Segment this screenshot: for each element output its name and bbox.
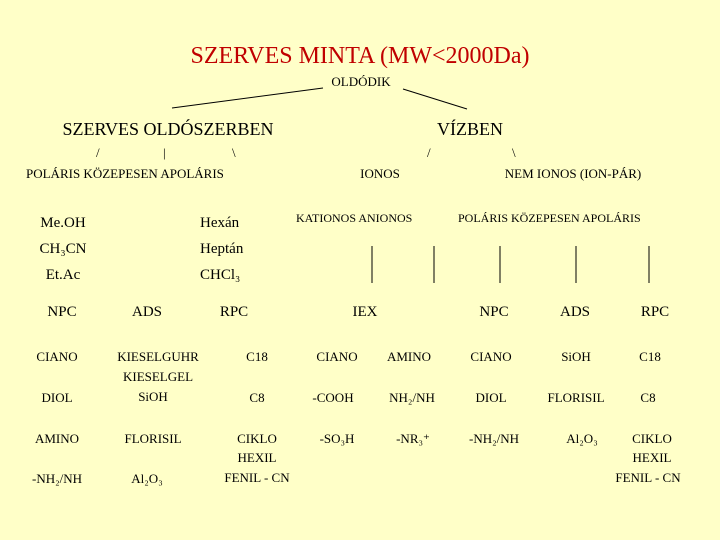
- method-rpc-water: RPC: [640, 304, 670, 320]
- nonionic-types-label: POLÁRIS KÖZEPESEN APOLÁRIS: [458, 211, 641, 225]
- list-item: C18: [246, 349, 268, 364]
- list-item: CIANO: [316, 349, 358, 364]
- apolar-solvent-list: [200, 210, 243, 288]
- list-item: Al₂O₃: [566, 431, 598, 446]
- ionic-label: IONOS: [360, 166, 400, 181]
- list-item: -NR₃⁺: [396, 431, 430, 446]
- list-item: KIESELGUHR: [117, 349, 199, 364]
- slash-water-left: /: [427, 145, 431, 160]
- method-rpc: RPC: [219, 304, 249, 320]
- list-item: FLORISIL: [124, 431, 182, 446]
- list-item: CIKLO: [237, 431, 277, 446]
- slash-right: \: [232, 145, 236, 160]
- list-item: C8: [640, 390, 656, 405]
- method-ads-water: ADS: [559, 304, 591, 320]
- list-item: DIOL: [41, 390, 73, 405]
- slash-water-right: \: [512, 145, 516, 160]
- list-item: C8: [249, 390, 265, 405]
- water-branch-label: VÍZBEN: [437, 119, 503, 139]
- method-iex: IEX: [352, 304, 378, 320]
- list-item: SiOH: [561, 349, 591, 364]
- method-ads: ADS: [131, 304, 163, 320]
- solvent-item: Hexán: [200, 215, 240, 231]
- list-item: CIANO: [470, 349, 512, 364]
- solvent-item: Heptán: [200, 241, 244, 257]
- solvent-item: CH₃CN: [39, 241, 87, 257]
- polar-solvent-list: [34, 210, 92, 288]
- slash-mid: |: [163, 145, 166, 160]
- list-item: -SO₃H: [319, 431, 355, 446]
- slash-left: /: [96, 145, 100, 160]
- list-item: -NH₂/NH: [468, 431, 520, 446]
- list-item: AMINO: [34, 431, 80, 446]
- list-item: C18: [639, 349, 661, 364]
- list-item: NH₂/NH: [389, 390, 435, 405]
- nonionic-label: NEM IONOS (ION-PÁR): [504, 166, 642, 181]
- method-npc-water: NPC: [479, 304, 509, 320]
- solvent-label: OLDÓDIK: [331, 74, 391, 89]
- list-item: Al₂O₃: [131, 471, 163, 486]
- solvent-item: CHCl₃: [200, 267, 241, 283]
- organic-polarity-label: POLÁRIS KÖZEPESEN APOLÁRIS: [26, 166, 224, 181]
- list-item: -COOH: [312, 390, 354, 405]
- list-item: KIESELGEL: [122, 369, 194, 384]
- list-item: HEXIL: [632, 450, 672, 465]
- list-item: FENIL - CN: [615, 470, 681, 485]
- list-item: -NH₂/NH: [31, 471, 83, 486]
- solvent-item: Me.OH: [40, 215, 86, 231]
- list-item: AMINO: [386, 349, 432, 364]
- method-npc: NPC: [47, 304, 77, 320]
- list-item: CIANO: [36, 349, 78, 364]
- list-item: DIOL: [475, 390, 507, 405]
- ionic-types-label: KATIONOS ANIONOS: [296, 211, 413, 225]
- organic-branch-label: SZERVES OLDÓSZERBEN: [62, 119, 274, 139]
- list-item: CIKLO: [632, 431, 672, 446]
- solvent-item: Et.Ac: [45, 267, 81, 283]
- list-item: FLORISIL: [547, 390, 605, 405]
- list-item: FENIL - CN: [224, 470, 290, 485]
- list-item: HEXIL: [237, 450, 277, 465]
- page-title: SZERVES MINTA (MW<2000Da): [190, 43, 530, 69]
- list-item: SiOH: [138, 389, 168, 404]
